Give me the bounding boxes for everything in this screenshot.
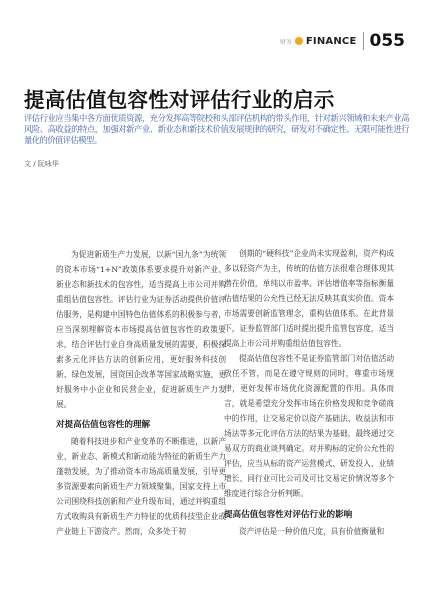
section-heading: 提高估值包容性对评估行业的影响 <box>224 510 353 520</box>
section-dot-icon <box>295 37 303 45</box>
article-title: 提高估值包容性对评估行业的启示 <box>24 88 335 112</box>
right-column <box>224 246 394 539</box>
body-paragraph: 为促进新质生产力发展，以新“国九条”为统领的资本市场“1+N”政策体系要求提升对新产业、新业态和新技术的包容性，适当提高上市公司并购重组估值包容性。评估行业为证券活动提供价值评估服务，是构建中国特色估值体系的积极参与者，应当深刻理解资本市场提高估值包容性的政策要求，结合评估行业自身高质量发展的需要，积极探索多元化评估方法的创新应用，更好服务科技创新、绿色发展，国资国企改革等国家战略实施，更好服务中小企业和民营企业，促进新质生产力发展。 <box>56 250 226 409</box>
page-number: 055 <box>369 31 405 51</box>
article-lede: 评估行业应当集中各方面优质资源，充分发挥高等院校和头部评估机构的带头作用，针对新兴领域和未来产业高风险、高收益的特点，加强对新产业、新业态和新技术价值发展规律的研究，研发对不确定性、无限可能性进行量化的价值评估模型。 <box>24 113 409 146</box>
section-heading: 对提高估值包容性的理解 <box>56 420 150 430</box>
page-header <box>280 30 405 52</box>
section-label-en: FINANCE <box>305 35 357 47</box>
header-divider <box>363 32 364 50</box>
body-paragraph: 创期的“硬科技”企业尚未实现盈利，资产构成多以轻资产为主，传统的估值方法很难合理体现其潜在价值，单纯以市盈率、评估增值率等指标衡量估值结果的公允性已经无法反映其真实价值。资本市场需要创新监管理念，重构估值体系。在此背景下，证券监管部门适时提出提升监管包容度，适当提高上市公司并购重组估值包容性。 <box>224 249 394 348</box>
article-author: 文 / 阮咏华 <box>24 160 59 168</box>
left-column <box>56 247 226 539</box>
body-paragraph: 资产评估是一种价值尺度，具有价值衡量和 <box>239 527 385 536</box>
section-label-cn: 财务 <box>279 38 292 46</box>
body-paragraph: 提高估值包容性不是证券监管部门对估值活动放任不管，而是在遵守规则的同时，尊重市场规律，更好发挥市场优化资源配置的作用。具体而言，就是希望充分发挥市场在价格发现和竞争磋商中的作用，让交易定价以资产基础法、收益法和市场法等多元化评估方法的结果为基础，最终通过交易双方的商业谈判确定。对并购标的定价公允性的评估，应当从标的资产运营模式、研发投入、业绩增长、同行业可比公司及可比交易定价情况等多个维度进行综合分析判断。 <box>224 354 394 498</box>
body-paragraph: 随着科技进步和产业变革的不断推进，以新产业、新业态、新模式和新动能为特征的新质生产力蓬勃发展，为了推动资本市场高质量发展，引导更多资源要素向新质生产力领域聚集，国家支持上市公司围绕科技创新和产业升级布局，通过并购重组方式收购具有新质生产力特征的优质科技型企业或产业链上下游资产。然而，众多处于初 <box>56 437 226 536</box>
